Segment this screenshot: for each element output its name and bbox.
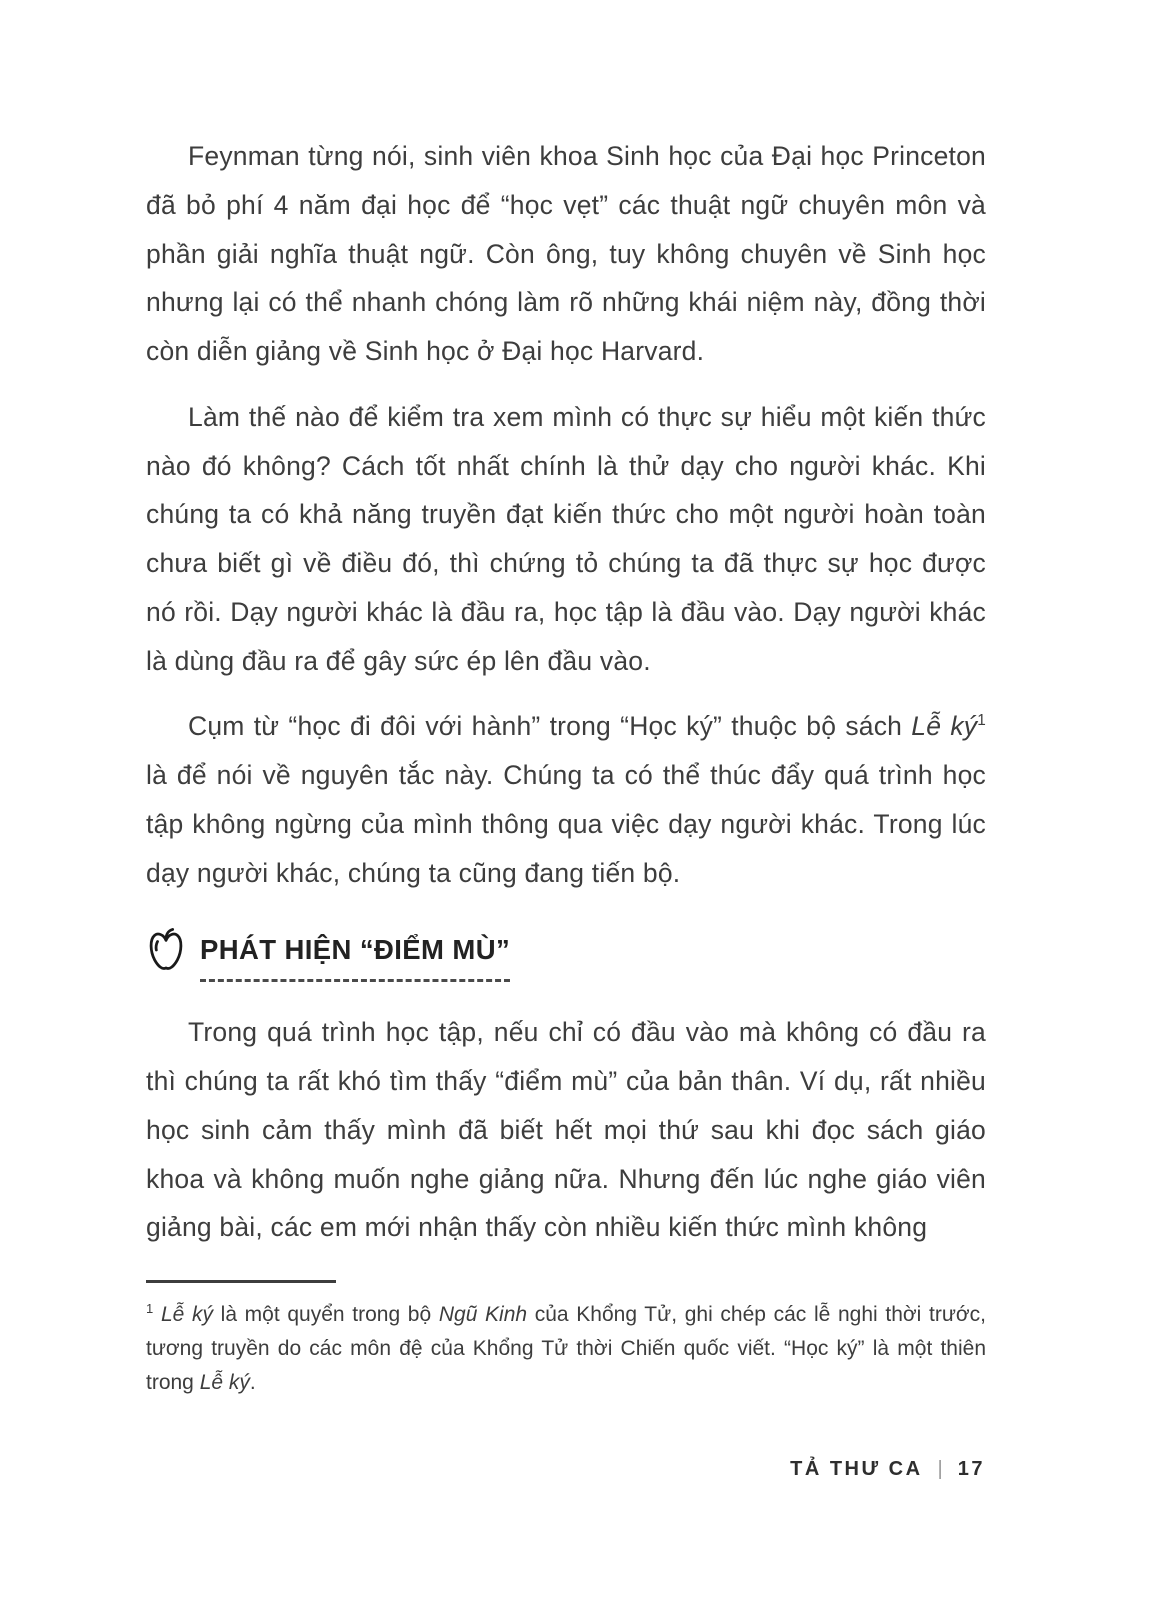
book-title-italic: Lễ ký [160,1303,213,1326]
paragraph-feynman: Feynman từng nói, sinh viên khoa Sinh học của Đại học Princeton đã bỏ phí 4 năm đại học để “học vẹt” các thuật ngữ chuyên môn và phần giải nghĩa thuật ngữ. Còn ông, tuy không chuyên về Sinh học nhưng lại có thể nhanh chóng làm rõ những khái niệm này, đồng thời còn diễn giảng về Sinh học ở Đại học Harvard. [146,141,986,366]
footnote-marker: 1 [146,1301,154,1316]
paragraph-text: Cụm từ “học đi đôi với hành” trong “Học ký” thuộc bộ sách [188,711,912,742]
paragraph-text: là để nói về nguyên tắc này. Chúng ta có thể thúc đẩy quá trình học tập không ngừng của mình thông qua việc dạy người khác. Trong lúc dạy người khác, chúng ta cũng đang tiến bộ. [146,760,986,888]
page-number: 17 [957,1458,985,1480]
section-heading-title: PHÁT HIỆN “ĐIỂM MÙ” [200,933,510,982]
book-title-italic: Ngũ Kinh [438,1303,528,1326]
footer-separator: | [937,1458,943,1480]
section-heading [146,933,986,982]
footnote-segment: . [249,1371,256,1395]
footnote-reference: 1 [977,712,986,730]
paragraph-blind-spot: Trong quá trình học tập, nếu chỉ có đầu vào mà không có đầu ra thì chúng ta rất khó tìm thấy “điểm mù” của bản thân. Ví dụ, rất nhiều học sinh cảm thấy mình đã biết hết mọi thứ sau khi đọc sách giáo khoa và không muốn nghe giảng nữa. Nhưng đến lúc nghe giáo viên giảng bài, các em mới nhận thấy còn nhiều kiến thức mình không [146,1017,986,1243]
footnote-segment: là một quyển trong bộ [212,1303,439,1326]
footnote-space [153,1303,161,1326]
page-content [146,132,986,1400]
footnote-divider [146,1280,336,1283]
paragraph-teaching-test: Làm thế nào để kiểm tra xem mình có thực sự hiểu một kiến thức nào đó không? Cách tốt nhất chính là thử dạy cho người khác. Khi chúng ta có khả năng truyền đạt kiến thức cho một người hoàn toàn chưa biết gì về điều đó, thì chứng tỏ chúng ta đã thực sự học được nó rồi. Dạy người khác là đầu ra, học tập là đầu vào. Dạy người khác là dùng đầu ra để gây sức ép lên đầu vào. [146,401,986,676]
running-footer-title: TẢ THƯ CA [790,1458,923,1480]
book-title-italic: Lễ ký [911,711,978,742]
footnote-segment: của Khổng Tử, ghi chép các lễ nghi thời trước, tương truyền do các môn đệ của Khổng Tử thời Chiến quốc viết. “Học ký” là một thiên trong [146,1303,986,1395]
page-footer [790,1458,985,1481]
footnote [146,1280,986,1400]
apple-icon [146,927,186,973]
paragraph-hoc-ky [146,702,986,897]
book-title-italic: Lễ ký [199,1371,250,1395]
footnote-text [146,1298,986,1400]
